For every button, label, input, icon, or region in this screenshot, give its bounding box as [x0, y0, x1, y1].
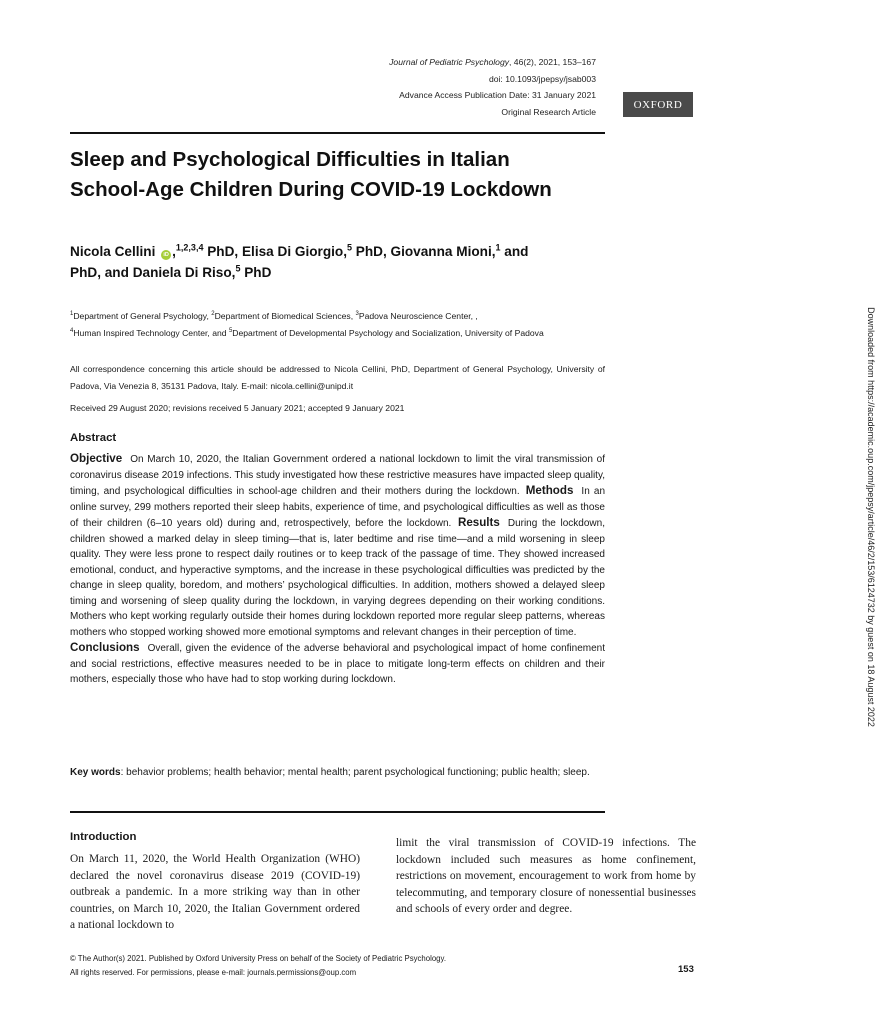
author-degree: PhD	[355, 244, 383, 259]
keywords-text: : behavior problems; health behavior; mental health; parent psychological functioning; public health; sleep.	[120, 767, 590, 778]
correspondence-note: All correspondence concerning this article should be addressed to Nicola Cellini, PhD, Department of General Psychology, University of Padova, Via Venezia 8, 35131 Padova, Italy. E-mail: nicola.cellini@unipd.it	[70, 364, 605, 391]
author-affiliation-marker: 5	[346, 242, 352, 253]
author-list: Nicola Cellini iD ,$^{1,2,3,4}$ PhD, Elisa Di Giorgio,$^5$ PhD, Giovanna Mioni,$^1$ and PhD, and Daniela Di Riso,$^5$ PhD	[70, 242, 529, 280]
affiliation-text: Department of Developmental Psychology and Socialization, University of Padova	[232, 327, 544, 338]
abstract-results-text: During the lockdown, children showed a marked delay in sleep timing—that is, later bedtime and rise time—and a mild worsening in sleep quality. They were less prone to respect daily routines or to keep track of the passage of time. They showed increased emotional, conduct, and hyperactive symptoms, and the increase in these psychological difficulties was predicted by the change in sleep quality, boredom, and mothers’ psychological difficulties. In addition, mothers showed a delayed sleep timing and worsening of sleep quality during the lockdown, in varying degrees depending on their working conditions. Mothers who kept working regularly outside their homes during lockdown reported more regular sleep patterns, whereas mothers who stopped working showed more emotional symptoms and relevant changes in their perception of time.	[70, 518, 605, 638]
affiliation-number: 1	[70, 311, 74, 318]
affiliation-text: Padova Neuroscience Center, ,	[358, 311, 478, 321]
doi[interactable]: doi: 10.1093/jpepsy/jsab003	[488, 73, 596, 84]
author-name: Giovanna Mioni	[390, 244, 492, 259]
abstract-heading: Abstract	[70, 432, 117, 444]
introduction-column-left: On March 11, 2020, the World Health Organization (WHO) declared the novel coronavirus disease 2019 (COVID-19) outbreak a pandemic. In a more striking way than in other countries, on March 10, 2020, the Italian Government ordered a national lockdown to	[70, 853, 360, 931]
abstract-body	[70, 451, 605, 688]
author-affiliation-marker: 1	[495, 242, 501, 253]
introduction-column-right: limit the viral transmission of COVID-19 infections. The lockdown included such measures as home confinement, restrictions on movement, encouragement to work from home by telecommuting, and temporary closure of nonessential businesses and schools of every order and degree.	[396, 837, 696, 915]
affiliation-number: 4	[70, 327, 74, 334]
author-affiliation-marker: 1,2,3,4	[175, 242, 204, 253]
keywords-label: Key words	[70, 767, 121, 778]
keywords	[70, 765, 605, 781]
journal-header	[176, 54, 596, 120]
abstract-conclusions-label: Conclusions	[70, 641, 140, 654]
journal-issue: , 46(2), 2021, 153–167	[509, 57, 596, 67]
orcid-icon[interactable]: iD	[161, 250, 171, 260]
copyright-notice	[70, 952, 590, 980]
permissions-line: All rights reserved. For permissions, please e-mail: journals.permissions@oup.com	[70, 968, 357, 977]
page-number: 153	[678, 964, 694, 975]
abstract-objective-label: Objective	[70, 452, 123, 465]
author-affiliation-marker: 5	[235, 263, 241, 274]
article-type: Original Research Article	[501, 106, 596, 117]
journal-name: Journal of Pediatric Psychology	[389, 57, 510, 67]
affiliation-number: 5	[228, 327, 233, 334]
abstract-objective-text: On March 10, 2020, the Italian Government ordered a national lockdown to limit the viral transmission of coronavirus disease 2019 infections. This study investigated how these restrictive measures have impacted sleep quality, timing, and psychological difficulties in school-age children and their mothers during the lockdown.	[70, 454, 605, 497]
author-name: Elisa Di Giorgio	[241, 244, 344, 259]
advance-access-date: Advance Access Publication Date: 31 January 2021	[399, 90, 596, 100]
abstract-conclusions-text: Overall, given the evidence of the adverse behavioral and psychological impact of home confinement and social restrictions, effective measures needed to be in place to mitigate long-term effects on children and their mothers, especially those who have had to stop working during lockdown.	[70, 643, 605, 685]
author-degree: PhD	[207, 244, 235, 259]
affiliation-text: Department of Biomedical Sciences,	[214, 311, 356, 321]
author-degree: PhD	[244, 265, 272, 280]
author-degree: PhD	[70, 265, 98, 280]
journal-citation	[176, 54, 596, 71]
received-dates: Received 29 August 2020; revisions received 5 January 2021; accepted 9 January 2021	[70, 403, 405, 413]
abstract-methods-label: Methods	[525, 484, 574, 497]
article-title: Sleep and Psychological Difficulties in Italian School-Age Children During COVID-19 Lockdown	[70, 148, 552, 201]
introduction-heading: Introduction	[70, 831, 137, 843]
affiliations	[70, 308, 605, 341]
abstract-results-label: Results	[457, 516, 500, 529]
oxford-logo: OXFORD	[623, 92, 693, 117]
abstract-methods-text: In an online survey, 299 mothers reported their sleep habits, experience of time, and psychological difficulties as well as those of their children (6–10 years old) during and, retrospectively, before the lockdown.	[70, 486, 606, 529]
copyright-line: © The Author(s) 2021. Published by Oxford University Press on behalf of the Society of Pediatric Psychology.	[70, 954, 446, 963]
affiliation-number: 3	[355, 311, 359, 318]
author-name: Nicola Cellini	[70, 244, 156, 259]
affiliation-text: Department of General Psychology,	[73, 311, 212, 321]
affiliation-number: 2	[211, 311, 215, 318]
abstract-divider	[70, 811, 605, 813]
author-name: Daniela Di Riso	[132, 265, 232, 280]
header-divider	[70, 132, 605, 134]
download-notice: Downloaded from https://academic.oup.com/jpepsy/article/46/2/153/6124732 by guest on 18 August 2022	[866, 307, 876, 727]
affiliation-text: Human Inspired Technology Center, and	[73, 327, 229, 338]
